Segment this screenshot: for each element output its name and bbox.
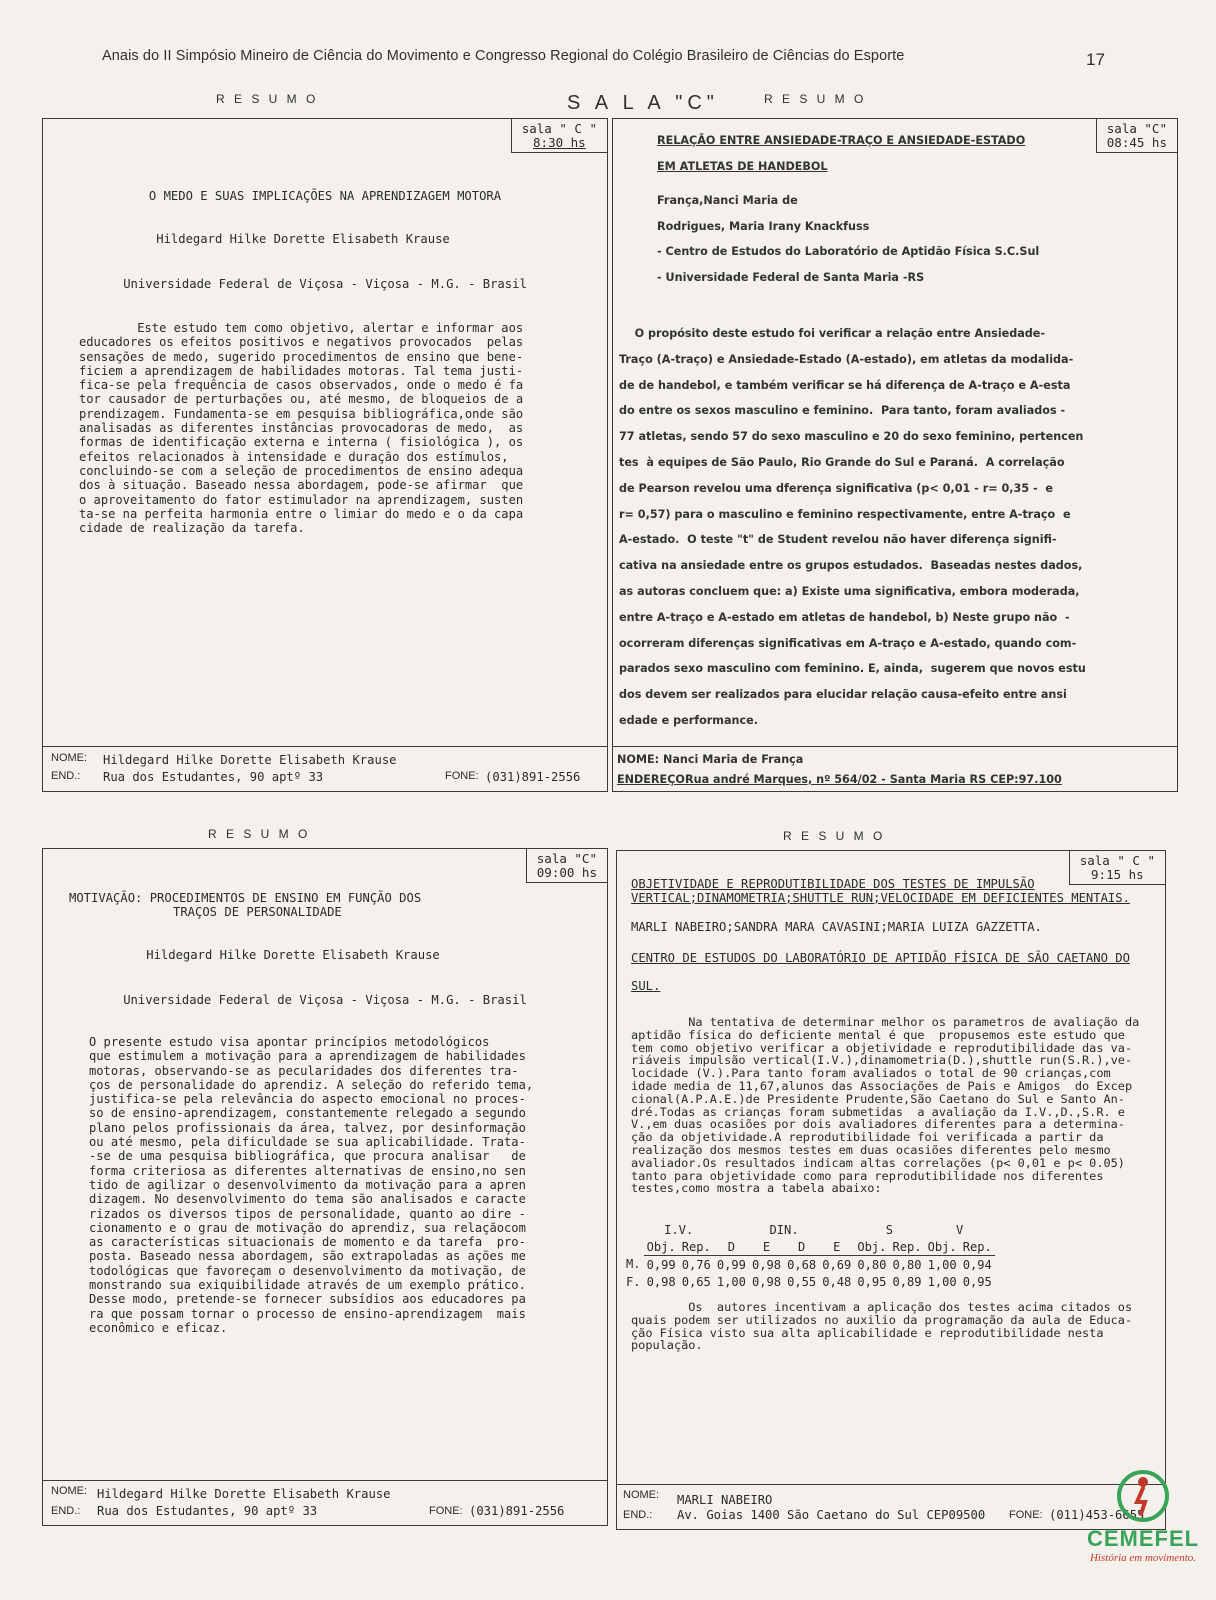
text-line: que estimulem a motivação para a aprendizagem de habilidades [89, 1049, 526, 1064]
cemefel-logo-icon [1113, 1468, 1173, 1524]
contact-address: Rua dos Estudantes, 90 aptº 33 [97, 1504, 318, 1518]
abstract-affiliation: - Centro de Estudos do Laboratório de Aptidão Física S.C.Sul [657, 245, 1040, 258]
session-tag [511, 119, 607, 153]
table-cell: 0,99 [716, 1257, 746, 1272]
text-line: 77 atletas, sendo 57 do sexo masculino e 20 do sexo feminino, pertencen [619, 430, 1084, 444]
text-line: ção Física visto sua alta aplicabilidade e reprodutibilidade nesta [631, 1325, 1104, 1340]
abstract-author: Hildegard Hilke Dorette Elisabeth Krause [146, 948, 440, 962]
table-cell: 0,68 [787, 1257, 817, 1272]
table-subheader: Obj. [854, 1238, 889, 1256]
table-cell: 1,00 [927, 1274, 957, 1289]
text-line: de de handebol, e também verificar se há diferença de A-traço e A-esta [619, 378, 1071, 392]
table-cell: 0,65 [681, 1274, 711, 1289]
text-line: rizados os diversos tipos de personalidade, quanto ao dire - [89, 1206, 526, 1221]
text-line: Este estudo tem como objetivo, alertar e informar aos [79, 321, 524, 335]
abstract-body [79, 321, 523, 535]
table-cell: 0,76 [681, 1257, 711, 1272]
text-line: riáveis impulsão vertical(I.V.),dinamometria(D.),shuttle run(S.R.),ve- [631, 1053, 1133, 1068]
text-line: posta. Baseado nessa abordagem, são extrapoladas as ações me [89, 1249, 526, 1264]
session-time: 8:30 hs [533, 135, 586, 150]
fone-label: FONE: [429, 1505, 463, 1517]
resumo-label: R E S U M O [764, 92, 867, 106]
text-line: cionamento e o grau de motivação do aprendiz, sua relaçãocom [89, 1220, 526, 1235]
abstract-author: Rodrigues, Maria Irany Knackfuss [657, 220, 870, 233]
resumo-label: R E S U M O [783, 829, 886, 843]
text-line: sensações de medo, sugerido procedimentos de ensino que bene- [79, 349, 524, 364]
end-label: END.: [51, 1505, 81, 1517]
header-text: Anais do II Simpósio Mineiro de Ciência do Movimento e Congresso Regional do Colégio Brasileiro de Ciências do Esporte [102, 48, 905, 64]
abstract-title-line2: VERTICAL;DINAMOMETRIA;SHUTTLE RUN;VELOCIDADE EM DEFICIENTES MENTAIS. [631, 891, 1130, 905]
contact-address: Rua dos Estudantes, 90 aptº 33 [103, 770, 324, 784]
table-cell: 0,48 [822, 1274, 852, 1289]
abstract-title: MOTIVAÇÃO: PROCEDIMENTOS DE ENSINO EM FUNÇÃO DOS [69, 891, 422, 905]
text-line: tido de agilizar o desenvolvimento da motivação para a apren [89, 1177, 526, 1192]
end-label: END.: [623, 1509, 653, 1521]
text-line: tes à equipes de São Paulo, Rio Grande do Sul e Paraná. A correlação [619, 455, 1065, 469]
text-line: fica-se pela frequência de casos observados, onde o medo é fa [79, 378, 524, 393]
table-subheader: E [749, 1238, 784, 1256]
abstract-box-2 [612, 118, 1178, 792]
text-line: do entre os sexos masculino e feminino. Para tanto, foram avaliados - [619, 404, 1066, 418]
session-time: 9:15 hs [1091, 867, 1144, 882]
abstract-body [619, 321, 1086, 734]
abstract-closing [631, 1301, 1132, 1352]
session-room: sala " C " [1079, 853, 1155, 868]
table-subheader: Obj. [925, 1238, 960, 1256]
contact-footer [613, 746, 1177, 791]
table-group-header: V [956, 1222, 964, 1237]
table-cell: 0,55 [787, 1274, 817, 1289]
table-cell: 0,80 [857, 1257, 887, 1272]
nome-label: NOME: [51, 1485, 88, 1497]
nome-label: NOME: [51, 752, 88, 764]
table-cell: 0,99 [646, 1257, 676, 1272]
contact-footer [43, 1480, 607, 1525]
text-line: educadores os efeitos positivos e negativos provocados pelas [79, 335, 524, 350]
text-line: todológicas que favoreçam o desenvolvimento da motivação, de [89, 1263, 526, 1278]
text-line: avaliador.Os resultados indicam altas correlações (p< 0,01 e p< 0.05) [631, 1155, 1125, 1170]
text-line: tem como objetivo verificar a objetividade e reprodutibilidade das va- [631, 1040, 1133, 1055]
text-line: dos à situação. Baseado nessa abordagem, pode-se afirmar que [79, 478, 524, 493]
session-tag [1096, 119, 1177, 153]
text-line: prendizagem. Fundamenta-se em pesquisa bibliográfica,onde são [79, 406, 524, 421]
text-line: idade media de 11,67,alunos das Associações de Pais e Amigos do Excep [631, 1078, 1133, 1093]
text-line: ou até mesmo, pela dificuldade se sua aplicabilidade. Trata- [89, 1135, 526, 1150]
table-cell: 0,95 [857, 1274, 887, 1289]
text-line: concluindo-se com a seleção de procedimentos de ensino adequa [79, 463, 524, 478]
text-line: quais podem ser utilizados no auxilio da programação da aula de Educa- [631, 1312, 1133, 1327]
abstract-title: OBJETIVIDADE E REPRODUTIBILIDADE DOS TESTES DE IMPULSÃO [631, 877, 1035, 891]
text-line: aptidão física do deficiente mental é que propusemos este estudo que [631, 1027, 1125, 1042]
cemefel-logo [1078, 1468, 1208, 1588]
contact-phone: (011)453-6655 [1049, 1508, 1145, 1522]
nome-label: NOME: [617, 753, 660, 766]
table-group-header: S [885, 1222, 894, 1237]
contact-phone: (031)891-2556 [485, 770, 581, 784]
text-line: forma criteriosa as diferentes alternativas de ensino,no sen [89, 1163, 526, 1178]
text-line: tor causador de perturbações ou, até mesmo, de bloqueios de a [79, 392, 524, 407]
abstract-title: O MEDO E SUAS IMPLICAÇÕES NA APRENDIZAGEM MOTORA [148, 189, 502, 203]
table-subheader: Rep. [679, 1238, 714, 1256]
table-cell: 0,94 [962, 1257, 992, 1272]
row-label: M. [626, 1257, 641, 1272]
text-line: Os autores incentivam a aplicação dos testes acima citados os [631, 1300, 1133, 1314]
contact-address: Av. Goias 1400 São Caetano do Sul CEP09500 [677, 1508, 986, 1522]
table-cell: 0,69 [822, 1257, 852, 1272]
abstract-affiliation: Universidade Federal de Viçosa - Viçosa - M.G. - Brasil [123, 277, 527, 291]
text-line: as autoras concluem que: a) Existe uma significativa, embora moderada, [619, 584, 1080, 598]
session-room: sala " C " [521, 121, 597, 136]
table-subheader: D [714, 1238, 749, 1256]
text-line: plano pelos profissionais da área, talvez, por desinformação [89, 1120, 526, 1135]
sala-title: S A L A "C" [567, 92, 719, 114]
page-number: 17 [1086, 50, 1105, 69]
text-line: V.,em duas ocasiões por dois avaliadores diferentes para a determina- [631, 1117, 1125, 1132]
table-subheader: Rep. [960, 1238, 995, 1256]
text-line: tanto para objetividade como para reprodutibilidade nos diferentes [631, 1168, 1104, 1183]
text-line: formas de identificação externa e interna ( fisiológica ), os [79, 435, 524, 450]
session-room: sala "C" [536, 851, 597, 866]
fone-label: FONE: [1009, 1509, 1043, 1521]
abstract-box-1 [42, 118, 608, 792]
table-subheader: D [784, 1238, 819, 1256]
text-line: cional(A.P.A.E.)de Presidente Prudente,São Caetano do Sul e Santo An- [631, 1091, 1125, 1106]
table-cell: 0,80 [892, 1257, 922, 1272]
table-cell: 0,98 [751, 1274, 782, 1289]
text-line: entre A-traço e A-estado em atletas de handebol, b) Neste grupo não - [619, 610, 1070, 624]
endereco-label: ENDEREÇO: [617, 773, 690, 786]
table-cell: 1,00 [927, 1257, 957, 1272]
table-row [623, 1256, 995, 1274]
table-cell: 0,95 [962, 1274, 992, 1289]
table-group-header: DIN. [769, 1222, 799, 1237]
text-line: ta-se na perfeita harmonia entre o limiar do medo e o da capa [79, 506, 524, 521]
abstract-authors: MARLI NABEIRO;SANDRA MARA CAVASINI;MARIA LUIZA GAZZETTA. [631, 920, 1042, 934]
abstract-box-4 [616, 850, 1166, 1530]
text-line: A-estado. O teste "t" de Student revelou não haver diferença signifi- [619, 533, 1057, 547]
text-line: Na tentativa de determinar melhor os parametros de avaliação da [631, 1015, 1140, 1029]
resumo-label: R E S U M O [216, 92, 319, 106]
contact-name: Nanci Maria de França [663, 753, 804, 766]
text-line: Desse modo, pretende-se fornecer subsídios aos educadores pa [89, 1292, 526, 1307]
text-line: cativa na ansiedade entre os grupos estudados. Baseadas nestes dados, [619, 559, 1083, 573]
abstract-affiliation: CENTRO DE ESTUDOS DO LABORATÓRIO DE APTIDÃO FÍSICA DE SÃO CAETANO DO [631, 951, 1130, 965]
contact-phone: (031)891-2556 [469, 1504, 565, 1518]
text-line: O presente estudo visa apontar princípios metodológicos [89, 1035, 490, 1049]
text-line: r= 0,57) para o masculino e feminino respectivamente, entre A-traço e [619, 507, 1071, 521]
text-line: motoras, observando-se as pecularidades dos diferentes tra- [89, 1063, 519, 1078]
abstract-title: RELAÇÃO ENTRE ANSIEDADE-TRAÇO E ANSIEDADE-ESTADO [657, 134, 1026, 147]
contact-name: Hildegard Hilke Dorette Elisabeth Krause [97, 1487, 391, 1501]
text-line: locidade (V.).Para tanto foram avaliados o total de 90 crianças,com [631, 1066, 1111, 1081]
text-line: o aproveitamento do fator estimulador na aprendizagem, susten [79, 492, 524, 507]
text-line: ocorreram diferenças significativas em A-traço e A-estado, quando com- [619, 636, 1077, 650]
session-tag [1069, 851, 1165, 885]
table-cell: 1,00 [716, 1274, 746, 1289]
abstract-affiliation: - Universidade Federal de Santa Maria -RS [657, 271, 925, 284]
session-tag [526, 849, 607, 883]
text-line: econômico e eficaz. [89, 1320, 228, 1335]
abstract-author: Hildegard Hilke Dorette Elisabeth Krause [156, 232, 450, 246]
text-line: ços de personalidade do aprendiz. A seleção do referido tema, [89, 1077, 534, 1092]
abstract-author: França,Nanci Maria de [657, 194, 798, 207]
text-line: as características situacionais de momento e da tarefa pro- [89, 1235, 526, 1250]
abstract-box-3 [42, 848, 608, 1526]
table-group-header: I.V. [664, 1222, 694, 1237]
text-line: população. [631, 1338, 703, 1353]
text-line: edade e performance. [619, 713, 758, 727]
row-label: F. [626, 1274, 641, 1289]
table-group-row [623, 1221, 995, 1238]
results-table [623, 1221, 995, 1290]
session-time: 08:45 hs [1106, 135, 1167, 150]
abstract-body [631, 1016, 1139, 1195]
text-line: justifica-se pela relevância do aspecto emocional no proces- [89, 1092, 526, 1107]
text-line: cidade de realização da tarefa. [79, 521, 305, 536]
contact-name: Hildegard Hilke Dorette Elisabeth Krause [103, 753, 397, 767]
table-cell: 0,89 [892, 1274, 922, 1289]
abstract-affiliation: Universidade Federal de Viçosa - Viçosa - M.G. - Brasil [123, 993, 527, 1007]
fone-label: FONE: [445, 770, 479, 782]
contact-name: MARLI NABEIRO [677, 1493, 773, 1507]
table-subheader: Rep. [889, 1238, 924, 1256]
nome-label: NOME: [623, 1489, 660, 1501]
logo-name: CEMEFEL [1086, 1526, 1200, 1551]
text-line: de Pearson revelou uma dferença significativa (p< 0,01 - r= 0,35 - e [619, 481, 1054, 495]
text-line: dré.Todas as crianças foram submetidas a avaliação da I.V.,D.,S.R. e [631, 1104, 1125, 1119]
text-line: parados sexo masculino com feminino. E, ainda, sugerem que novos estu [619, 662, 1086, 676]
contact-address: Rua andré Marques, nº 564/02 - Santa Maria RS CEP:97.100 [685, 773, 1062, 786]
abstract-title-line2: EM ATLETAS DE HANDEBOL [657, 160, 828, 173]
table-subheader: Obj. [644, 1238, 679, 1256]
text-line: efeitos relacionados à intensidade e duração dos estímulos, [79, 449, 509, 464]
text-line: ra que possam tornar o processo de ensino-aprendizagem mais [89, 1306, 526, 1321]
session-room: sala "C" [1106, 121, 1167, 136]
contact-footer [43, 746, 607, 791]
resumo-label: R E S U M O [208, 827, 311, 841]
text-line: dizagem. No desenvolvimento do tema são analisados e caracte [89, 1192, 526, 1207]
table-row [623, 1273, 995, 1290]
table-subheader-row [623, 1238, 995, 1256]
text-line: O propósito deste estudo foi verificar a relação entre Ansiedade- [619, 327, 1046, 340]
end-label: END.: [51, 770, 81, 782]
text-line: testes,como mostra a tabela abaixo: [631, 1181, 882, 1196]
session-time: 09:00 hs [536, 865, 597, 880]
text-line: analisadas as diferentes instâncias provocadoras de medo, as [79, 421, 524, 436]
abstract-title-line2: TRAÇOS DE PERSONALIDADE [173, 905, 342, 919]
text-line: dos devem ser realizados para elucidar relação causa-efeito entre ansi [619, 688, 1067, 702]
abstract-body [89, 1035, 533, 1335]
text-line: realização dos mesmos testes em duas ocasiões diferentes pelo mesmo [631, 1142, 1111, 1157]
text-line: monstrando sua exiquibilidade através de um exemplo prático. [89, 1278, 526, 1293]
table-subheader: E [819, 1238, 854, 1256]
text-line: -se de uma pesquisa bibliográfica, que procura analisar de [89, 1149, 526, 1164]
text-line: so de ensino-aprendizagem, constantemente relegado a segundo [89, 1106, 526, 1121]
text-line: ficiem a aprendizagem de habilidades motoras. Tal tema justi- [79, 363, 524, 378]
table-cell: 0,98 [751, 1257, 782, 1272]
table-cell: 0,98 [646, 1274, 676, 1289]
logo-tagline: História em movimento. [1089, 1552, 1196, 1564]
text-line: Traço (A-traço) e Ansiedade-Estado (A-estado), em atletas da modalida- [619, 352, 1074, 366]
abstract-affiliation-line2: SUL. [631, 979, 661, 993]
text-line: ção da objetividade.A reprodutibilidade foi verificada a partir da [631, 1130, 1104, 1145]
